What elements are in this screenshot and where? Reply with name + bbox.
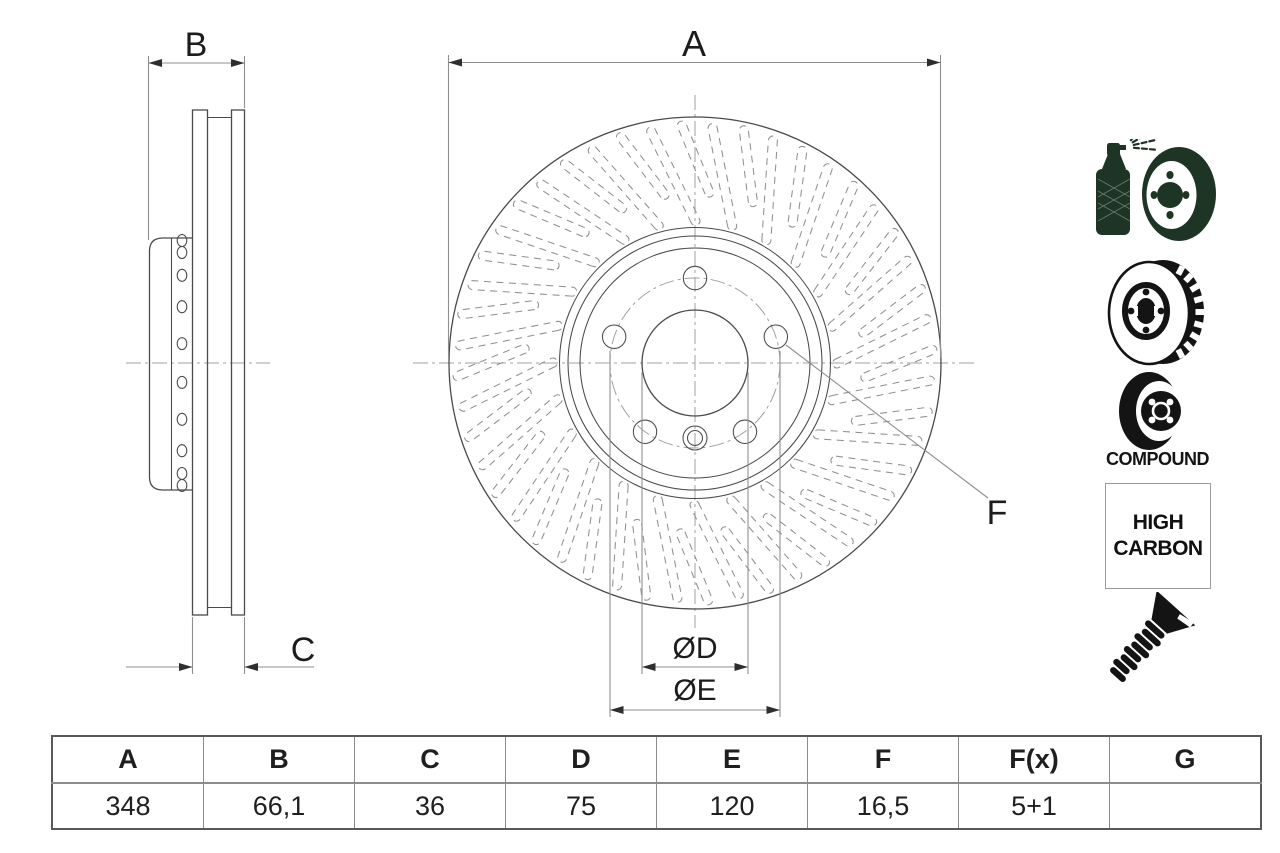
val-d: 75 [506,783,657,829]
col-e: E [657,736,808,783]
col-fx: F(x) [959,736,1110,783]
dia-d-label: ØD [672,632,718,665]
dia-e-label: ØE [673,674,717,707]
dim-b-label: B [184,26,208,64]
front-view-disc [413,95,977,628]
spec-table [51,735,1262,830]
val-fx: 5+1 [959,783,1110,829]
high-carbon-line1: HIGH [1132,511,1184,534]
col-d: D [506,736,657,783]
col-c: C [355,736,506,783]
val-e: 120 [657,783,808,829]
dimension-b [149,26,245,240]
val-f: 16,5 [808,783,959,829]
high-carbon-badge [1105,483,1211,589]
val-g [1110,783,1262,829]
col-f: F [808,736,959,783]
countersunk-screw-icon [1102,592,1220,710]
coating-spray-disc-icon [1090,139,1220,251]
col-g: G [1110,736,1262,783]
dimension-c [126,617,315,674]
high-carbon-line2: CARBON [1113,537,1203,560]
compound-disc-icon [1118,370,1200,452]
col-b: B [204,736,355,783]
val-b: 66,1 [204,783,355,829]
compound-label: COMPOUND [1106,449,1209,469]
dim-c-label: C [290,631,316,669]
val-a: 348 [52,783,204,829]
vented-disc-icon [1105,255,1207,370]
val-c: 36 [355,783,506,829]
side-view-cross-section [126,110,270,615]
dim-a-label: A [681,23,707,64]
hole-f-label: F [986,494,1008,532]
spec-table-value-row [52,783,1261,829]
col-a: A [52,736,204,783]
spec-table-header-row [52,736,1261,783]
